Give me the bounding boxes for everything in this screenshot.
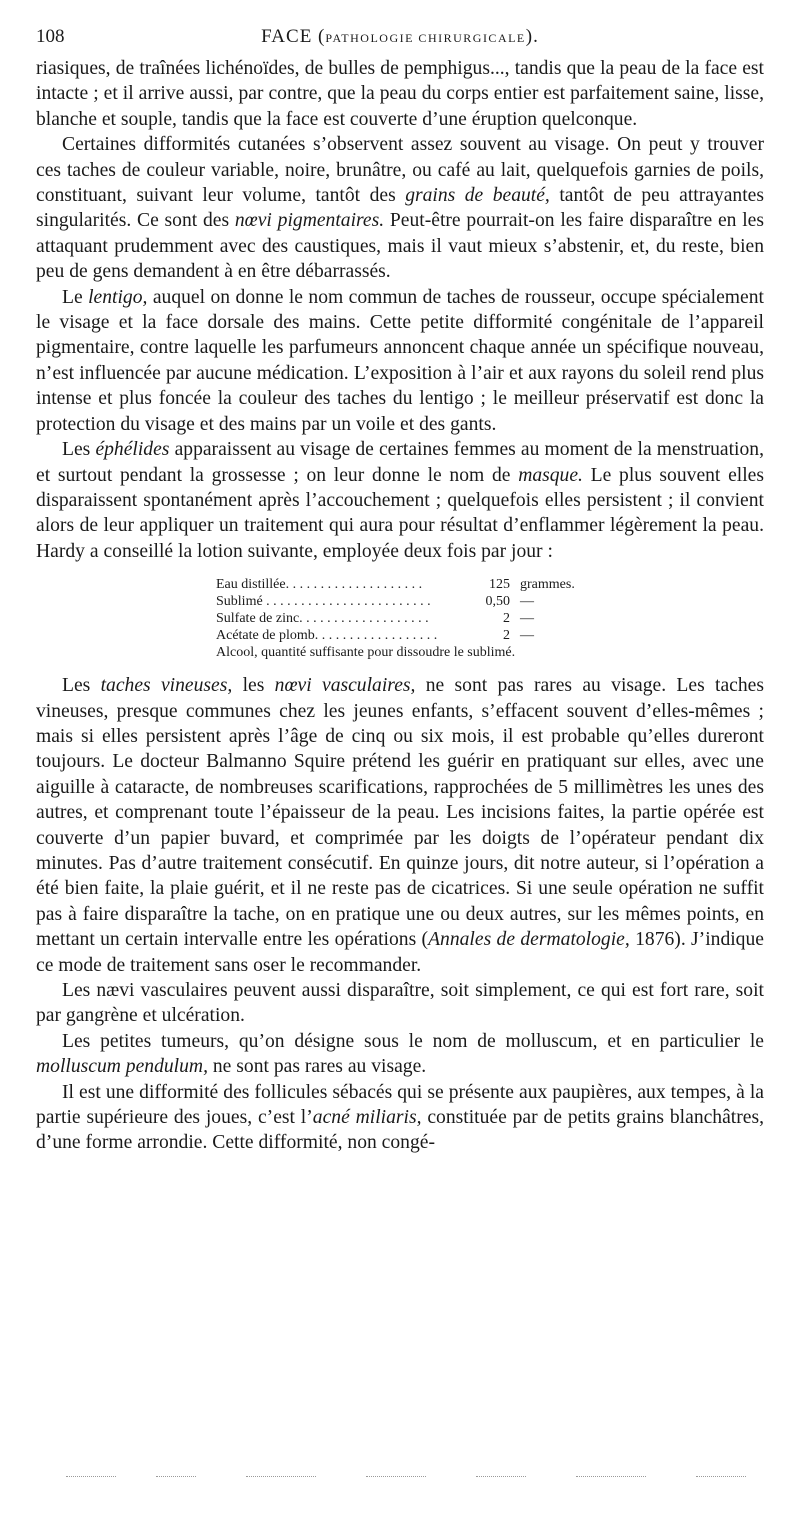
recipe-row xyxy=(216,627,588,644)
recipe-ingredient: Sulfate de zinc. . . . . . . . . . . . . . . . . . . xyxy=(216,611,429,627)
recipe-unit: — xyxy=(520,594,534,610)
term-naevi-pigmentaires: nœvi pigmentaires. xyxy=(234,210,385,232)
recipe-ingredient: Acétate de plomb. . . . . . . . . . . . . . . . . . xyxy=(216,628,438,644)
term-molluscum-pendulum: molluscum pendulum, xyxy=(36,1056,208,1078)
recipe-row xyxy=(216,593,588,610)
paragraph-4: Les éphélides apparaissent au visage de certaines femmes au moment de la menstruation, et surtout pendant la grossesse ; on leur donne le nom de masque. Le plus souvent elles disparaissent spontanément après l’accouchement ; quelquefois elles persistent ; il convient alors de leur appliquer un traitement qui aura pour résultat d’enflammer légèrement la peau. Hardy a conseillé la lotion suivante, employée deux fois par jour : xyxy=(36,439,764,562)
term-taches-vineuses: taches vineuses, xyxy=(100,675,233,697)
recipe-row xyxy=(216,576,588,593)
recipe-quantity: 125 xyxy=(489,577,510,593)
paragraph-3: Le lentigo, auquel on donne le nom commun de taches de rousseur, occupe spécialement le visage et la face dorsale des mains. Cette petite difformité congénitale de l’appareil pigmentaire, contre laquelle les parfumeurs annoncent chaque année un spécifique nouveau, n’est influencée par aucune médication. L’exposition à l’air et aux rayons du soleil rend plus intense et plus foncée la couleur des taches du lentigo ; le meilleur préservatif est donc la protection du visage et des mains par un voile et des gants. xyxy=(36,286,764,435)
scan-mark xyxy=(576,1476,646,1478)
term-naevi-vasculaires: nœvi vasculaires, xyxy=(274,675,416,697)
running-head-sub: PATHOLOGIE CHIRURGICALE xyxy=(325,31,526,45)
citation-annales: Annales de dermatologie, xyxy=(428,929,630,951)
term-acne-miliaris: acné miliaris, xyxy=(312,1107,422,1129)
term-lentigo: lentigo, xyxy=(88,286,148,308)
running-head xyxy=(36,26,764,48)
paragraph-7: Les petites tumeurs, qu’on désigne sous le nom de molluscum, et en particulier le molluscum pendulum, ne sont pas rares au visage. xyxy=(36,1030,764,1078)
recipe-ingredient: Eau distillée. . . . . . . . . . . . . . . . . . . . xyxy=(216,577,423,593)
paragraph-1: riasiques, de traînées lichénoïdes, de bulles de pemphigus..., tandis que la peau de la face est intacte ; et il arrive aussi, par contre, que la peau du corps entier est parfaitement saine, lisse, blanche et souple, tandis que la face est couverte d’une éruption quelconque. xyxy=(36,58,764,130)
paragraph-5: Les taches vineuses, les nœvi vasculaires, ne sont pas rares au visage. Les taches vineuses, presque communes chez les jeunes enfants, s’effacent souvent d’elles-mêmes ; mais si elles persistent après l’âge de cinq ou six mois, il est probable qu’elles dureront toujours. Le docteur Balmanno Squire prétend les guérir en pratiquant sur elles, avec une aiguille à cataracte, de nombreuses scarifications, rapprochées de 5 millimètres les unes des autres, et comprenant toute l’épaisseur de la peau. Les incisions faites, la partie opérée est couverte d’un papier buvard, et comprimée par les doigts de l’opérateur pendant dix minutes. Pas d’autre traitement consécutif. En quinze jours, dit notre auteur, si l’opération a été bien faite, la plaie guérit, et il ne reste pas de cicatrices. Si une seule opération ne suffit pas à faire disparaître la tache, on en pratique une ou deux autres, sur les mêmes points, en mettant un certain intervalle entre les opérations (Annales de dermatologie, 1876). J’indique ce mode de traitement sans oser le recommander. xyxy=(36,675,764,976)
running-head-end: ). xyxy=(525,26,539,47)
paragraph-6: Les nævi vasculaires peuvent aussi disparaître, soit simplement, ce qui est fort rare, soit par gangrène et ulcération. xyxy=(36,980,764,1027)
scan-mark xyxy=(476,1476,526,1478)
scan-mark xyxy=(366,1476,426,1478)
scan-mark xyxy=(156,1476,196,1478)
term-grains-de-beaute: grains de beauté, xyxy=(405,185,550,207)
recipe-note: Alcool, quantité suffisante pour dissoudre le sublimé. xyxy=(216,645,516,661)
scan-mark xyxy=(246,1476,316,1478)
scan-edge-marks xyxy=(36,1476,764,1477)
book-page xyxy=(36,26,764,1156)
recipe-quantity: 2 xyxy=(503,611,510,627)
paragraph-2: Certaines difformités cutanées s’observent assez souvent au visage. On peut y trouver ces taches de couleur variable, noire, brunâtre, ou café au lait, quelquefois garnies de poils, constituant, suivant leur volume, tantôt des grains de beauté, tantôt de peu attrayantes singularités. Ce sont des nœvi pigmentaires. Peut-être pourrait-on les faire disparaître en les attaquant prudemment avec des caustiques, mais il vaut mieux s’abstenir, et, du reste, bien peu de gens demandent à en être débarrassés. xyxy=(36,134,765,283)
recipe-unit: — xyxy=(520,628,534,644)
term-masque: masque. xyxy=(518,464,583,486)
recipe-row xyxy=(216,610,588,627)
page-header xyxy=(36,26,764,56)
running-head-main: FACE ( xyxy=(261,26,326,47)
recipe-quantity: 2 xyxy=(503,628,510,644)
recipe-quantity: 0,50 xyxy=(485,594,510,610)
recipe-ingredient: Sublimé . . . . . . . . . . . . . . . . . . . . . . . . xyxy=(216,594,431,610)
body-text xyxy=(36,56,764,1156)
scan-mark xyxy=(696,1476,746,1478)
page-number: 108 xyxy=(36,26,65,47)
recipe-unit: — xyxy=(520,611,534,627)
term-ephelides: éphélides xyxy=(95,439,170,461)
recipe-unit: grammes. xyxy=(520,577,575,593)
paragraph-8: Il est une difformité des follicules sébacés qui se présente aux paupières, aux tempes, à la partie supérieure des joues, c’est l’acné miliaris, constituée par de petits grains blanchâtres, d’une forme arrondie. Cette difformité, non congé- xyxy=(36,1081,764,1154)
scan-mark xyxy=(66,1476,116,1478)
recipe-lotion xyxy=(216,576,588,661)
